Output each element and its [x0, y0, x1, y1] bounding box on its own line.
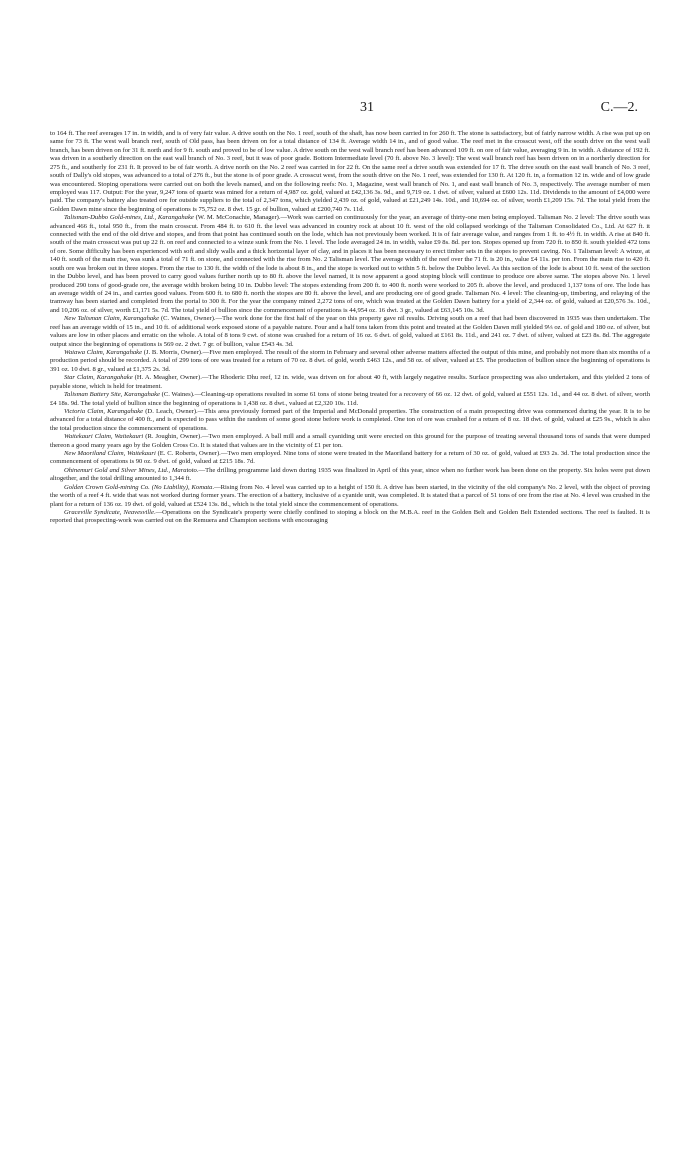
- paragraph-text: (H. A. Meagher, Owner).—The Rhoderic Dhu reef, 12 in. wide, was driven on for about 40 ft, with largely negative results. Surface prospecting was also undertaken, and this yielded 2 tons of payable stone, which is held for treatment.: [50, 374, 651, 390]
- paragraph-text: (J. B. Morris, Owner).—Five men employed. The result of the storm in February and several other adverse matters affected the output of this mine, and probably not more than six months of a production period should be recorded. A total of 299 tons of ore was treated for a return of 70 oz. 8 dwt. of gold, worth £463 12s., and 58 oz. of silver, valued at £5. The production of bullion since the beginning of operations is 391 oz. 10 dwt. 8 gr., valued at £1,375 2s. 3d.: [50, 348, 651, 373]
- page-number: 31: [360, 100, 374, 115]
- paragraph-text: (C. Waines).—Cleaning-up operations resulted in some 61 tons of stone being treated for a recovery of 66 oz. 12 dwt. of gold, valued at £551 12s. 1d., and 44 oz. 8 dwt. of silver, worth £4 18s. 9d. The total yield of bullion since the beginning of operations is 1,438 oz. 8 dwt., valued at £2,320 10s. 11d.: [50, 391, 650, 407]
- paragraph-golden-dawn: [50, 130, 650, 214]
- report-body: [50, 130, 650, 526]
- paragraph-text: to 164 ft. The reef averages 17 in. in width, and is of very fair value. A drive south on the No. 1 reef, south of the shaft, has now been carried in for 260 ft. The stone is satisfactory, but of fairly narrow width. A rise was put up on same for 73 ft. The west wall branch reef, south of Old pass, has been driven on for a total distance of 134 ft. Average width 14 in., and of good value. The reef met in the crosscut west, off the south drive on the west wall branch, has been driven on for 31 ft. north and for 9 ft. south and proved to be of low value. A drive south on the west wall branch reef has been advanced 109 ft. on ore of fair value, averaging 9 in. in width. A distance of 192 ft. was driven in a southerly direction on the east wall branch of No. 3 reef, but it was of poor grade. Bottom Intermediate level (70 ft. above No. 3 level): The west wall branch reef has been driven on in a northerly direction for 275 ft., and southerly for 231 ft. It proved to be of fair worth. A drive north on the No. 2 reef was carried in for 22 ft. On the same reef a drive south was extended for 17 ft. The drive south on the east wall branch of No. 3 reef, south of Dally's old stopes, was advanced to a total of 276 ft., but the stone is of poor grade. A crosscut west, from the south drive on the No. 1 reef, was extended for 130 ft. At 120 ft. in, a formation 12 in. wide and of low grade was encountered. Stoping operations were carried out on both the levels named, and on the following reefs: No. 1, Magazine, west wall branch of No. 1, and east wall branch of No. 3, respectively. The average number of men employed was 117. Output: For the year, 9,247 tons of quartz was mined for a return of 4,987 oz. gold, valued at £42,136 3s. 9d., and 9,719 oz. 1 dwt. of silver, valued at £600 12s. 11d. Dividends to the amount of £4,000 were paid. The company's battery also treated ore for outside suppliers to the total of 2,347 tons, which yielded 2,439 oz. of gold, valued at £21,249 14s. 10d., and 10,694 oz. of silver, worth £1,209 15s. 7d. The total yield from the Golden Dawn mine since the beginning of operations is 75,752 oz. 8 dwt. 15 gr. of bullion, valued at £200,740 7s. 11d.: [50, 130, 650, 213]
- document-reference: C.—2.: [600, 100, 638, 115]
- paragraph-ohinemuri: [50, 467, 650, 484]
- paragraph-victoria: [50, 408, 650, 433]
- paragraph-waiawa: [50, 349, 650, 374]
- paragraph-new-maoriland: [50, 450, 650, 467]
- paragraph-golden-crown: [50, 484, 650, 509]
- paragraph-text: (R. Joughin, Owner).—Two men employed. A ball mill and a small cyaniding unit were erected on this ground for the purpose of treating several thousand tons of sands that were dumped thereon a good many years ago by the Golden Cross Co. It is stated that values are in the vicinity of £1 per ton.: [50, 433, 651, 449]
- paragraph-heading: New Talisman Claim, Karangahake: [64, 315, 160, 323]
- paragraph-star-claim: [50, 374, 650, 391]
- paragraph-talisman-dubbo: [50, 214, 650, 315]
- paragraph-graceville: [50, 509, 650, 526]
- paragraph-heading: Waiawa Claim, Karangahake: [64, 348, 143, 356]
- paragraph-heading: New Maoriland Claim, Waitekauri: [64, 450, 156, 458]
- paragraph-heading: Star Claim, Karangahake: [64, 374, 133, 382]
- page-header: [50, 100, 650, 122]
- paragraph-text: .—Operations on the Syndicate's property were chiefly confined to stoping a block on the M.B.A. reef in the Golden Belt and Golden Belt Extended sections. The reef is faulted. It is reported that prospecting-work was carried out on the Remuera and Champion sections with encouraging: [50, 508, 650, 525]
- paragraph-text: .—Rising from No. 4 level was carried up to a height of 150 ft. A drive has been started, in the vicinity of the old company's No. 2 level, with the object of proving the worth of a reef 4 ft. wide that was not worked during former years. The erection of a battery, inclusive of a cyanide unit, was completed. It is stated that a parcel of 51 tons of ore from the rise at No. 4 level was crushed in the plant for a return of 136 oz. 19 dwt. of gold, valued at £524 13s. 8d., which is the total yield since the commencement of operations.: [50, 483, 651, 508]
- paragraph-text: (E. C. Roberts, Owner).—Two men employed. Nine tons of stone were treated in the Maoriland battery for a return of 30 oz. of gold, valued at £93 2s. 3d. The total production since the commencement of operations is 90 oz. 9 dwt. of gold, valued at £215 18s. 7d.: [50, 450, 650, 466]
- paragraph-heading: Ohinemuri Gold and Silver Mines, Ltd., Maratoto: [64, 466, 197, 474]
- paragraph-heading: Talisman-Dubbo Gold-mines, Ltd., Karangahake: [64, 214, 194, 222]
- paragraph-new-talisman: [50, 315, 650, 349]
- paragraph-text: (C. Waines, Owner).—The work done for the first half of the year on this property gave nil results. Driving south on a reef that had been discovered in 1935 was then undertaken. The reef has an average width of 15 in., and 10 ft. of additional work exposed stone of a payable nature. Four and a half tons taken from this point and treated at the Golden Dawn mill yielded 9⅓ oz. of gold and 180 oz. of silver, but values are low in other places and erratic on the whole. A total of 8 tons 9 cwt. of stone was crushed for a return of 16 oz. 6 dwt. of gold, valued at £161 8s. 11d., and 241 oz. 7 dwt. of silver, valued at £23 8s. 8d. The aggregate output since the beginning of operations is 569 oz. 2 dwt. 7 gr. of bullion, value £543 4s. 3d.: [50, 315, 650, 348]
- paragraph-text: .—The drilling programme laid down during 1935 was finalized in April of this year, since when no further work has been done on the property. Six holes were put down altogether, and the total drilling amounted to 1,344 ft.: [50, 466, 650, 483]
- paragraph-heading: Graceville Syndicate, Neavesville: [64, 508, 154, 516]
- paragraph-text: (D. Leach, Owner).—This area previously formed part of the Imperial and McDonald properties. The construction of a main prospecting drive was commenced during the year. It is to be advanced for a total distance of 400 ft., and is expected to pass within the random of some good stone before work is completed. One ton of ore was crushed for a return of 8 oz. 18 dwt. of gold, valued at £25 9s., which is also the total production since the commencement of operations.: [50, 407, 650, 432]
- paragraph-text: (W. M. McConachie, Manager).—Work was carried on continuously for the year, an average of thirty-one men being employed. Talisman No. 2 level: The drive south was advanced 466 ft., total 950 ft., from the main crosscut. From 484 ft. to 610 ft. the level was advanced in country rock at about 10 ft. west of the old collapsed workings of the Talisman Consolidated Co., Ltd. At 627 ft. it connected with the end of the old drive and stopes, and from that point has continued south on the lode, which has not previously been worked. It is of fair average value, and ranges from 1 ft. to 4½ ft. in width. A rise at 840 ft. south of the main crosscut was put up 22 ft. on reef and connected to a winze sunk from the No. 1 level. The lode averaged 24 in. in width, value £9 8s. 8d. per ton. Stopes opened up from 720 ft. to 850 ft. south yielded 472 tons of ore. Some difficulty has been experienced with soft and slidy walls and a thick horizontal layer of clay, and in places it has been necessary to erect timber sets in the stopes to prevent caving. No. 1 Talisman level: A winze, at 140 ft. south of the main rise, was sunk a total of 71 ft. on stone, and connected with the rise from No. 2 Talisman level. The average width of the reef over the 71 ft. is 20 in., value £4 11s. per ton. From the main rise to 420 ft. south ore was broken out in three stopes. From the rise to 130 ft. the width of the lode is about 8 in., and the stope is worked out to within 5 ft. below the Dubbo level. As this section of the lode is about 10 ft. west of the section in the Dubbo level, and has been proved to carry good values further north up to 80 ft. above the level named, it is now apparent a good stoping block will continue to produce ore above same. The stopes above No. 1 level produced 290 tons of good-grade ore, the average width broken being 10 in. Dubbo level: The stopes extending from 200 ft. to 400 ft. north were worked to 205 ft. above the level, and produced 1,137 tons of ore. The lode has an average width of 24 in., and carries good values. From 600 ft. to 680 ft. north the stopes are 80 ft. above the level, and are producing ore of good grade. Talisman No. 4 level: The cleaning-up, timbering, and relaying of the tramway has been started and completed from the portal to 300 ft. For the year the company mined 2,272 tons of ore, which was treated at the Golden Dawn battery for a yield of 2,344 oz. of gold, valued at £20,576 3s. 10d., and 10,206 oz. of silver, worth £1,171 5s. 7d. The total yield of bullion since the commencement of operations is 44,954 oz. 16 dwt. 3 gr., valued at £63,145 10s. 3d.: [50, 214, 651, 314]
- paragraph-heading: Victoria Claim, Karangahake: [64, 407, 144, 415]
- paragraph-heading: Golden Crown Gold-mining Co. (No Liability), Komata: [64, 483, 213, 491]
- paragraph-heading: Talisman Battery Site, Karangahake: [64, 391, 160, 399]
- paragraph-waitekauri: [50, 433, 650, 450]
- paragraph-heading: Waitekauri Claim, Waitekauri: [64, 433, 144, 441]
- paragraph-talisman-battery: [50, 391, 650, 408]
